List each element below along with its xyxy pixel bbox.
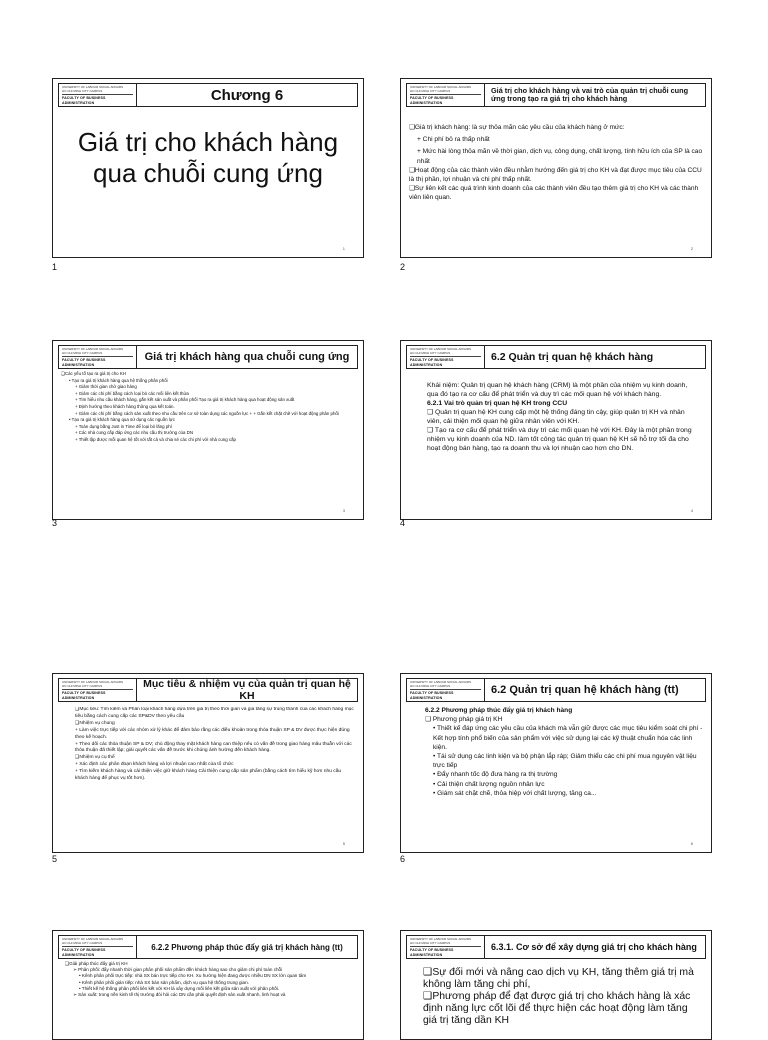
university-logo bbox=[407, 84, 485, 106]
body-line: + Giảm các chi phí bằng cách loại bỏ các mối liên kết thừa bbox=[75, 390, 189, 396]
body-line: + Giảm thời gian chờ giao hàng bbox=[75, 384, 137, 390]
body-line: + Mức hài lòng thỏa mãn về thời gian, dịch vụ, công dụng, chất lượng, tính hữu ích của SP là cao nhất bbox=[417, 148, 703, 165]
body-line: + Theo dõi các thỏa thuận SP & DV; chủ động thay mặt khách hàng can thiệp nếu có vấn đề trong giao hàng mâu thuẫn với các thỏa thuận đã thiết lập; giải quyết các vấn đề trước khi chúng ảnh hưởng đến khách hàng. bbox=[75, 741, 352, 754]
body-line: Khái niệm: Quản trị quan hệ khách hàng (CRM) là một phần của nhiệm vụ kinh doanh, qua đó tạo ra cơ cấu để phát triển và duy trì các mối quan hệ với khách hàng. bbox=[427, 382, 688, 398]
slide-body bbox=[427, 381, 697, 509]
slide-body bbox=[65, 961, 355, 1029]
slide-1 bbox=[52, 78, 364, 258]
slide-4 bbox=[400, 340, 712, 520]
logo-line: HO CHI MINH CITY CAMPUS bbox=[410, 350, 451, 355]
slide-body bbox=[61, 371, 355, 509]
body-line: ❑ Phương pháp giá trị KH bbox=[425, 716, 503, 724]
slide-title: 6.2 Quản trị quan hệ khách hàng (tt) bbox=[491, 684, 679, 696]
body-subheading: 6.2.1 Vai trò quản trị quan hệ KH trong CCU bbox=[427, 400, 568, 407]
logo-line: HO CHI MINH CITY CAMPUS bbox=[62, 88, 103, 93]
logo-faculty: FACULTY OF BUSINESS ADMINISTRATION bbox=[410, 94, 481, 106]
body-line: • Kênh phân phối trực tiếp: nhà SX bán trực tiếp cho KH. Xu hướng hiện đang được nhiều DN SX lớn quan tâm bbox=[79, 973, 307, 979]
slide-page-number: 2 bbox=[690, 246, 693, 251]
body-line: + Tìm hiểu nhu cầu khách hàng, gắn kết sản xuất và phân phối Tạo ra giá trị khách hàng qua hoạt động sản xuất bbox=[75, 397, 295, 403]
slide-page-number: 1 bbox=[342, 246, 345, 251]
body-line: + Chi phí bỏ ra thấp nhất bbox=[417, 136, 490, 144]
slide-title: Mục tiêu & nhiệm vụ của quản trị quan hệ KH bbox=[143, 678, 351, 702]
logo-faculty: FACULTY OF BUSINESS ADMINISTRATION bbox=[410, 356, 481, 368]
body-line: ❑Nhiệm vụ cụ thể bbox=[75, 755, 115, 761]
body-line: + Toàn dụng bằng Just in Time để loại bỏ lãng phí bbox=[75, 423, 172, 429]
logo-faculty: FACULTY OF BUSINESS ADMINISTRATION bbox=[410, 946, 481, 958]
slide-body bbox=[409, 123, 703, 247]
logo-line: UNIVERSITY OF LABOUR SOCIAL AFFAIRS bbox=[410, 936, 472, 941]
slide-page-number: 3 bbox=[342, 508, 345, 513]
body-line: + Giảm các chi phí bằng cách sản xuất theo nhu cầu trên cơ sở toàn dụng các nguồn lực + + Gắn kết chặt chẽ với hoạt động phân phối bbox=[75, 410, 339, 416]
thumbnail-number: 1 bbox=[52, 262, 58, 272]
logo-line: HO CHI MINH CITY CAMPUS bbox=[62, 683, 103, 688]
logo-line: HO CHI MINH CITY CAMPUS bbox=[62, 940, 103, 945]
body-line: • Cải thiện chất lượng nguồn nhân lực bbox=[433, 780, 545, 788]
slide-header bbox=[58, 345, 358, 369]
body-line: ❑Sự liên kết các quá trình kinh doanh của các thành viên đều tạo thêm giá trị cho KH và các thành viên liên quan. bbox=[409, 185, 699, 202]
body-line: ❑Giá trị khách hàng: là sự thỏa mãn các yêu cầu của khách hàng ở mức: bbox=[409, 124, 625, 131]
slide-3 bbox=[52, 340, 364, 520]
thumbnail-number: 4 bbox=[400, 518, 406, 528]
body-line: ❑ Tạo ra cơ cấu để phát triển và duy trì các mối quan hệ với KH. Đây là một phần trong nhiệm vụ kinh doanh của ND. làm tốt công tác quản trị quan hệ KH sẽ hỗ trợ tối đa cho hoạt động bán hàng, tạo ra doanh thu và lợi nhuận cao hơn cho DN. bbox=[427, 427, 692, 452]
slide-header bbox=[406, 345, 706, 369]
university-logo bbox=[59, 346, 137, 368]
logo-line: UNIVERSITY OF LABOUR SOCIAL AFFAIRS bbox=[410, 346, 472, 351]
body-line: + Định hướng theo khách hàng thông qua kết toán. bbox=[75, 403, 175, 409]
slide-title: Giá trị khách hàng qua chuỗi cung ứng bbox=[144, 351, 350, 363]
body-line: + Làm việc trực tiếp với các nhóm xử lý khác để đảm bảo rằng các điều khoản trong thỏa thuận SP & DV được thực hiện đúng theo kế hoạch. bbox=[75, 727, 350, 740]
logo-line: HO CHI MINH CITY CAMPUS bbox=[62, 350, 103, 355]
logo-faculty: FACULTY OF BUSINESS ADMINISTRATION bbox=[410, 689, 481, 701]
logo-line: UNIVERSITY OF LABOUR SOCIAL AFFAIRS bbox=[62, 84, 124, 89]
university-logo bbox=[407, 679, 485, 701]
thumbnail-number: 3 bbox=[52, 518, 58, 528]
logo-faculty: FACULTY OF BUSINESS ADMINISTRATION bbox=[62, 356, 133, 368]
slide-page-number: 5 bbox=[342, 841, 345, 846]
slide-header bbox=[58, 935, 358, 959]
thumbnail-number: 6 bbox=[400, 854, 406, 864]
university-logo bbox=[59, 84, 137, 106]
university-logo bbox=[59, 679, 137, 701]
slide-body bbox=[75, 707, 355, 842]
slide-body bbox=[425, 706, 703, 842]
body-line: • Giám sát chặt chẽ, thỏa hiệp với chất lượng, tăng ca... bbox=[433, 789, 597, 797]
body-line: + Thiết lập được mối quan hệ tốt với tất cả và chia sẻ các chi phí với nhà cung cấp bbox=[75, 436, 236, 442]
slide-5 bbox=[52, 673, 364, 853]
body-line: ❑Giải pháp thúc đẩy giá trị KH bbox=[65, 961, 128, 966]
body-line: ➢ Sản xuất: trong nền kinh tế thị trường đòi hỏi các DN cần phải quyết định sản xuất nhanh, linh hoạt và bbox=[73, 992, 286, 998]
slide-header bbox=[58, 678, 358, 702]
slide-title: Chương 6 bbox=[210, 86, 284, 104]
body-line: ❑Các yếu tố tạo ra giá trị cho KH bbox=[61, 371, 126, 376]
slide-title: Giá trị cho khách hàng và vai trò của quản trị chuỗi cung ứng trong tạo ra giá trị cho khách hàng bbox=[491, 85, 689, 103]
logo-faculty: FACULTY OF BUSINESS ADMINISTRATION bbox=[62, 946, 133, 958]
logo-line: HO CHI MINH CITY CAMPUS bbox=[410, 88, 451, 93]
logo-line: HO CHI MINH CITY CAMPUS bbox=[410, 683, 451, 688]
body-line: ❑Sự đổi mới và nâng cao dịch vụ KH, tăng thêm giá trị mà không làm tăng chi phí, bbox=[423, 967, 694, 990]
slide-6 bbox=[400, 673, 712, 853]
body-line: • Tái sử dụng các linh kiện và bộ phận lắp ráp; Giảm thiểu các chi phí mua nguyên vật liệu trực tiếp bbox=[433, 753, 697, 770]
body-line: ❑Hoạt động của các thành viên đều nhằm hướng đến giá trị cho KH và đạt được mục tiêu của CCU là thị phần, lợi nhuận và chi phí thấp nhất. bbox=[409, 166, 702, 184]
chapter-title: Giá trị cho khách hàng qua chuỗi cung ứng bbox=[77, 127, 339, 188]
logo-line: UNIVERSITY OF LABOUR SOCIAL AFFAIRS bbox=[410, 84, 472, 89]
body-line: ❑Mục tiêu: Tìm kiếm và Phân loại khách hàng dựa trên giá trị theo thời gian và gia tăng sự trung thành của các khách hàng mục tiêu bằng cách cung cấp các SP&DV theo yêu cầu bbox=[75, 707, 354, 719]
body-line: • Thiết kế hệ thống phân phối liên kết với KH là xây dựng mối liên kết giữa sản xuất với phân phối. bbox=[79, 985, 280, 991]
logo-line: UNIVERSITY OF LABOUR SOCIAL AFFAIRS bbox=[62, 679, 124, 684]
slide-header bbox=[406, 678, 706, 702]
slide-body bbox=[423, 967, 699, 1029]
slide-header bbox=[406, 935, 706, 959]
slide-page-number: 6 bbox=[690, 841, 693, 846]
university-logo bbox=[407, 936, 485, 958]
body-line: + Tìm kiếm khách hàng và cải thiện việc giữ khách hàng Cải thiện cung cấp sản phẩm (bằng cách tìm hiểu kỹ hơn nhu cầu khách hàng để phục vụ tốt hơn). bbox=[75, 769, 342, 782]
slide-title: 6.2 Quản trị quan hệ khách hàng bbox=[491, 351, 654, 363]
thumbnail-number: 5 bbox=[52, 854, 58, 864]
logo-line: UNIVERSITY OF LABOUR SOCIAL AFFAIRS bbox=[62, 936, 124, 941]
body-line: • Tạo ra giá trị khách hàng qua hệ thống phân phối bbox=[69, 377, 168, 383]
university-logo bbox=[407, 346, 485, 368]
logo-faculty: FACULTY OF BUSINESS ADMINISTRATION bbox=[62, 94, 133, 106]
body-line: ❑Nhiệm vụ chung bbox=[75, 720, 115, 726]
logo-line: HO CHI MINH CITY CAMPUS bbox=[410, 940, 451, 945]
university-logo bbox=[59, 936, 137, 958]
body-line: ➢ Phân phối: đẩy nhanh thời gian phân phối sản phẩm đến khách hàng sao cho giảm chi phí toàn chỗi bbox=[73, 967, 283, 973]
slide-title: 6.2.2 Phương pháp thúc đẩy giá trị khách hàng (tt) bbox=[151, 942, 343, 952]
body-line: ❑ Quản trị quan hệ KH cung cấp một hệ thống đáng tin cậy, giúp quản trị KH và nhân viên, cải thiện mối quan hệ giữa nhân viên với KH. bbox=[427, 409, 685, 425]
body-line: ❑Phương pháp để đạt được giá trị cho khách hàng là xác định năng lực cốt lõi để thực hiện các hoạt động làm tăng giá trị tăng dần KH bbox=[423, 991, 691, 1026]
slide-title: 6.3.1. Cơ sở để xây dựng giá trị cho khách hàng bbox=[491, 942, 697, 952]
body-line: • Đẩy nhanh tốc độ đưa hàng ra thị trường bbox=[433, 771, 558, 779]
slide-header bbox=[406, 83, 706, 107]
body-line: • Thiết kế đáp ứng các yêu cầu của khách mà vẫn giữ được các mục tiêu kiểm soát chi phí - Kết hợp tính phổ biến của sản phẩm với việc sử dụng lại các kỹ thuật chuẩn hóa các linh kiện. bbox=[433, 725, 703, 751]
body-line: • Kênh phân phối gián tiếp: nhà SX bán sản phẩm, dịch vụ qua hệ thống trung gian. bbox=[79, 979, 249, 985]
thumbnail-number: 2 bbox=[400, 262, 406, 272]
slide-page-number: 4 bbox=[690, 508, 693, 513]
body-line: • Tạo ra giá trị khách hàng qua sử dụng các nguồn lực bbox=[69, 417, 175, 423]
logo-line: UNIVERSITY OF LABOUR SOCIAL AFFAIRS bbox=[410, 679, 472, 684]
logo-line: UNIVERSITY OF LABOUR SOCIAL AFFAIRS bbox=[62, 346, 124, 351]
slide-2 bbox=[400, 78, 712, 258]
slide-header bbox=[58, 83, 358, 107]
logo-faculty: FACULTY OF BUSINESS ADMINISTRATION bbox=[62, 689, 133, 701]
body-subheading: 6.2.2 Phương pháp thúc đẩy giá trị khách hàng bbox=[425, 707, 573, 714]
body-line: + Các nhà cung cấp đáp ứng các nhu cầu thị trường của DN bbox=[75, 430, 193, 436]
body-line: + Xác định các phân đoạn khách hàng và lợi nhuận cao nhất của tổ chức bbox=[75, 762, 234, 768]
